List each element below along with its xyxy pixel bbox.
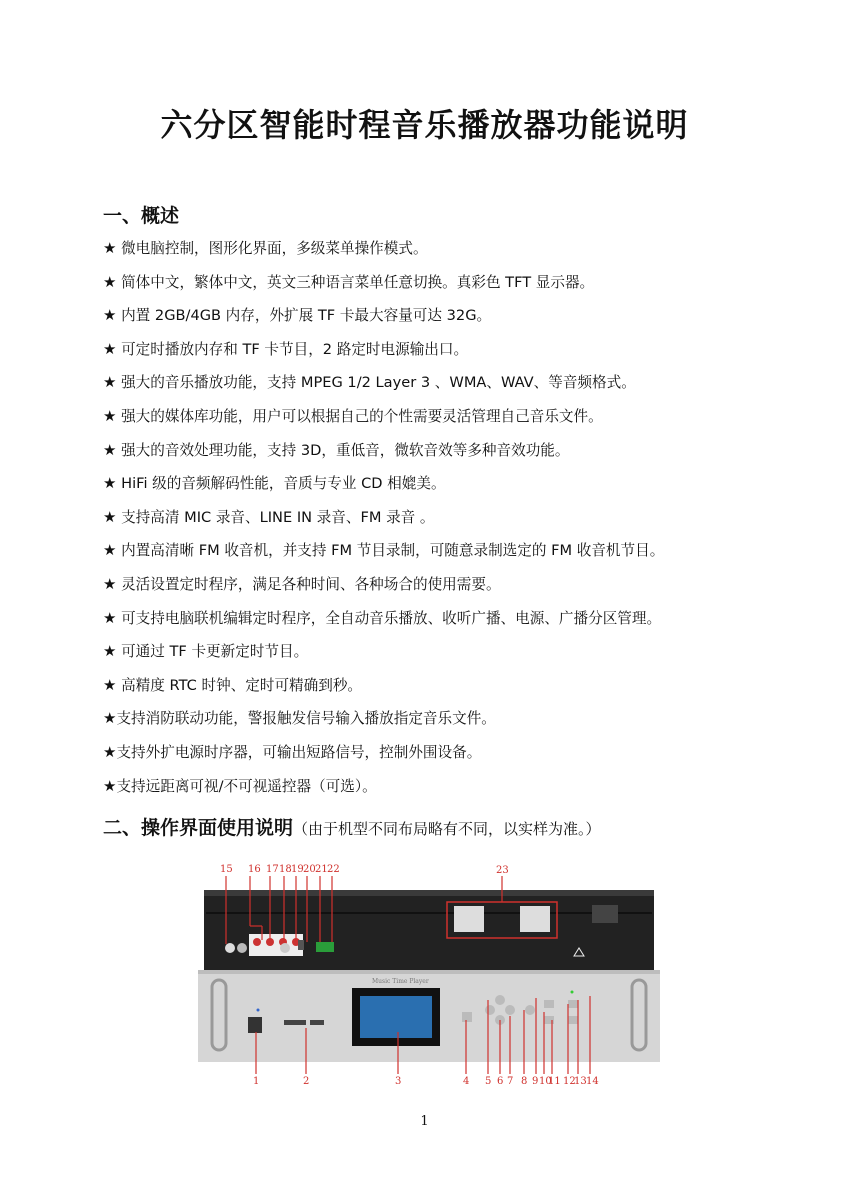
callout-label: 1: [253, 1076, 260, 1087]
callout-label: 17: [266, 864, 279, 875]
list-item-text: 可定时播放内存和 TF 卡节目，2 路定时电源输出口。: [116, 340, 469, 358]
connector-icon: [225, 943, 235, 953]
list-item: [103, 534, 664, 568]
rear-panel: [204, 890, 654, 972]
star-icon: ★: [103, 440, 117, 459]
callout-label: 14: [586, 1076, 599, 1087]
callout-label: 4: [463, 1076, 470, 1087]
usb-port-icon: [310, 1020, 324, 1025]
callout-label: 20: [303, 864, 316, 875]
callout-label: 21: [315, 864, 328, 875]
list-item: [103, 602, 664, 636]
list-item-text: 强大的音乐播放功能，支持 MPEG 1/2 Layer 3 、WMA、WAV、等音频格式。: [116, 374, 636, 392]
star-icon: ★: [103, 272, 117, 291]
callout-label: 13: [574, 1076, 587, 1087]
star-icon: ★: [103, 507, 117, 526]
star-icon: ★: [103, 709, 117, 728]
list-item: [103, 400, 664, 434]
list-item-text: 内置高清晰 FM 收音机，并支持 FM 节目录制，可随意录制选定的 FM 收音机节目。: [116, 542, 665, 560]
list-item: [103, 333, 664, 367]
list-item-text: 灵活设置定时程序，满足各种时间、各种场合的使用需要。: [116, 575, 501, 593]
callout-label: 3: [395, 1076, 402, 1087]
star-icon: ★: [103, 373, 117, 392]
list-item-text: 简体中文，繁体中文，英文三种语言菜单任意切换。真彩色 TFT 显示器。: [116, 273, 595, 291]
list-item-text: 可通过 TF 卡更新定时节目。: [116, 643, 309, 661]
star-icon: ★: [103, 306, 117, 325]
star-icon: ★: [103, 642, 117, 661]
star-icon: ★: [103, 541, 117, 560]
page-number: 1: [420, 1114, 429, 1129]
callout-label: 15: [220, 864, 233, 875]
section-heading-operation: [103, 813, 601, 840]
page-title: 六分区智能时程音乐播放器功能说明: [160, 106, 689, 144]
list-item: [103, 501, 664, 535]
connector-icon: [237, 943, 247, 953]
connector-icon: [280, 943, 290, 953]
list-item-text: HiFi 级的音频解码性能，音质与专业 CD 相媲美。: [116, 475, 446, 493]
list-item: [103, 702, 664, 736]
list-item: [103, 299, 664, 333]
callout-label: 5: [485, 1076, 492, 1087]
callout-label: 10: [539, 1076, 552, 1087]
star-icon: ★: [103, 339, 117, 358]
list-item-text: 支持消防联动功能，警报触发信号输入播放指定音乐文件。: [116, 710, 496, 728]
power-switch-icon: [248, 1017, 262, 1033]
callout-label: 19: [291, 864, 304, 875]
callout-label: 8: [521, 1076, 528, 1087]
list-item-text: 可支持电脑联机编辑定时程序，全自动音乐播放、收听广播、电源、广播分区管理。: [116, 609, 662, 627]
callout-label: 12: [563, 1076, 576, 1087]
section-heading-text: 二、操作界面使用说明: [103, 817, 294, 839]
star-icon: ★: [103, 574, 117, 593]
star-icon: ★: [103, 742, 117, 761]
section-note: （由于机型不同布局略有不同，以实样为准。）: [293, 820, 601, 838]
callout-label: 2: [303, 1076, 310, 1087]
star-icon: ★: [103, 406, 117, 425]
list-item-text: 强大的音效处理功能，支持 3D，重低音，微软音效等多种音效功能。: [116, 441, 570, 459]
star-icon: ★: [103, 776, 117, 795]
list-item: [103, 635, 664, 669]
callout-label: 11: [548, 1076, 561, 1087]
callout-label: 7: [507, 1076, 514, 1087]
callout-label: 9: [532, 1076, 539, 1087]
feature-list: [103, 232, 664, 803]
section-heading-overview: 一、概述: [103, 205, 180, 227]
list-item: [103, 366, 664, 400]
star-icon: ★: [103, 675, 117, 694]
terminal-block-icon: [316, 942, 334, 952]
callout-label: 16: [248, 864, 261, 875]
star-icon: ★: [103, 474, 117, 493]
power-outlet-icon: [454, 906, 484, 932]
tf-slot-icon: [284, 1020, 306, 1025]
callout-label: 23: [496, 865, 509, 876]
device-panel-figure: [192, 860, 664, 1090]
callout-label: 6: [497, 1076, 504, 1087]
callout-label: 18: [279, 864, 292, 875]
list-item-text: 支持高清 MIC 录音、LINE IN 录音、FM 录音 。: [116, 508, 435, 526]
list-item: [103, 568, 664, 602]
list-item: [103, 669, 664, 703]
front-panel-label: Music Time Player: [372, 978, 429, 985]
list-item-text: 支持远距离可视/不可视遥控器（可选）。: [116, 777, 377, 795]
list-item: [103, 736, 664, 770]
list-item: [103, 467, 664, 501]
star-icon: ★: [103, 608, 117, 627]
button-icon: [462, 1012, 472, 1022]
power-inlet-icon: [592, 905, 618, 923]
list-item-text: 高精度 RTC 时钟、定时可精确到秒。: [116, 676, 363, 694]
list-item-text: 内置 2GB/4GB 内存，外扩展 TF 卡最大容量可达 32G。: [116, 307, 492, 325]
list-item: [103, 770, 664, 804]
list-item: [103, 232, 664, 266]
star-icon: ★: [103, 239, 117, 257]
list-item-text: 微电脑控制，图形化界面，多级菜单操作模式。: [116, 240, 428, 257]
list-item-text: 支持外扩电源时序器，可输出短路信号，控制外围设备。: [116, 743, 482, 761]
list-item: [103, 434, 664, 468]
callout-label: 22: [327, 864, 340, 875]
device-diagram: [192, 860, 664, 1090]
power-outlet-icon: [520, 906, 550, 932]
list-item: [103, 266, 664, 300]
list-item-text: 强大的媒体库功能，用户可以根据自己的个性需要灵活管理自己音乐文件。: [116, 407, 603, 425]
